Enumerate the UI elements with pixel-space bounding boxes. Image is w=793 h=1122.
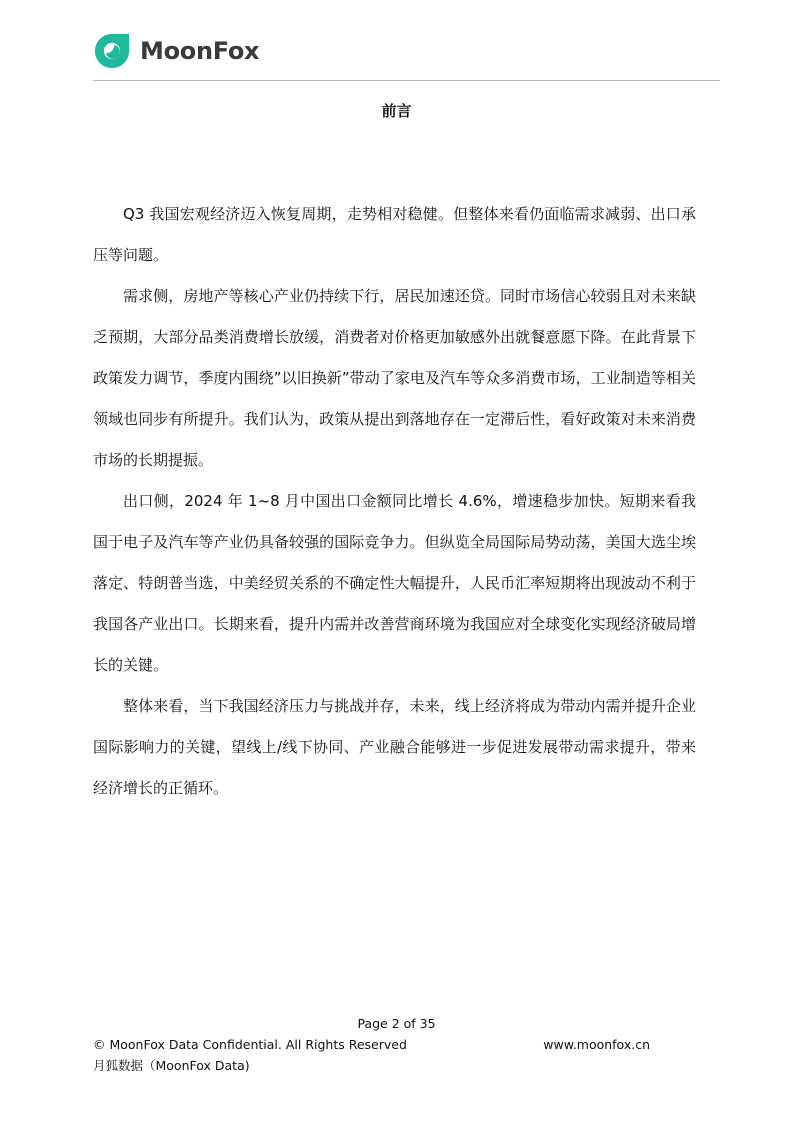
- moonfox-logo-icon: [93, 32, 131, 70]
- moonfox-logo: [93, 31, 259, 71]
- paragraph-conclusion: 整体来看，当下我国经济压力与挑战并存，未来，线上经济将成为带动内需并提升企业国际影响力的关键，望线上/线下协同、产业融合能够进一步促进发展带动需求提升，带来经济增长的正循环。: [93, 697, 696, 797]
- page-title: 前言: [381, 102, 412, 120]
- brand-name: MoonFox: [140, 37, 260, 65]
- website-link[interactable]: www.moonfox.cn: [543, 1037, 650, 1052]
- paragraph-overview: Q3 我国宏观经济迈入恢复周期，走势相对稳健。但整体来看仍面临需求减弱、出口承压等问题。: [93, 205, 696, 264]
- paragraph-export-side: 出口侧，2024 年 1~8 月中国出口金额同比增长 4.6%，增速稳步加快。短期来看我国于电子及汽车等产业仍具备较强的国际竞争力。但纵览全局国际局势动荡，美国大选尘埃落定、特朗普当选，中美经贸关系的不确定性大幅提升，人民币汇率短期将出现波动不利于我国各产业出口。长期来看，提升内需并改善营商环境为我国应对全球变化实现经济破局增长的关键。: [93, 492, 696, 674]
- paragraph-demand-side: 需求侧，房地产等核心产业仍持续下行，居民加速还贷。同时市场信心较弱且对未来缺乏预期，大部分品类消费增长放缓，消费者对价格更加敏感外出就餐意愿下降。在此背景下政策发力调节，季度内围绕”以旧换新”带动了家电及汽车等众多消费市场，工业制造等相关领域也同步有所提升。我们认为，政策从提出到落地存在一定滞后性，看好政策对未来消费市场的长期提振。: [93, 287, 696, 469]
- page-number: Page 2 of 35: [357, 1016, 436, 1031]
- company-name: 月狐数据（MoonFox Data): [93, 1058, 250, 1073]
- header-divider: [93, 80, 720, 81]
- copyright-notice: © MoonFox Data Confidential. All Rights Reserved: [93, 1037, 407, 1052]
- preface-body: [93, 194, 696, 809]
